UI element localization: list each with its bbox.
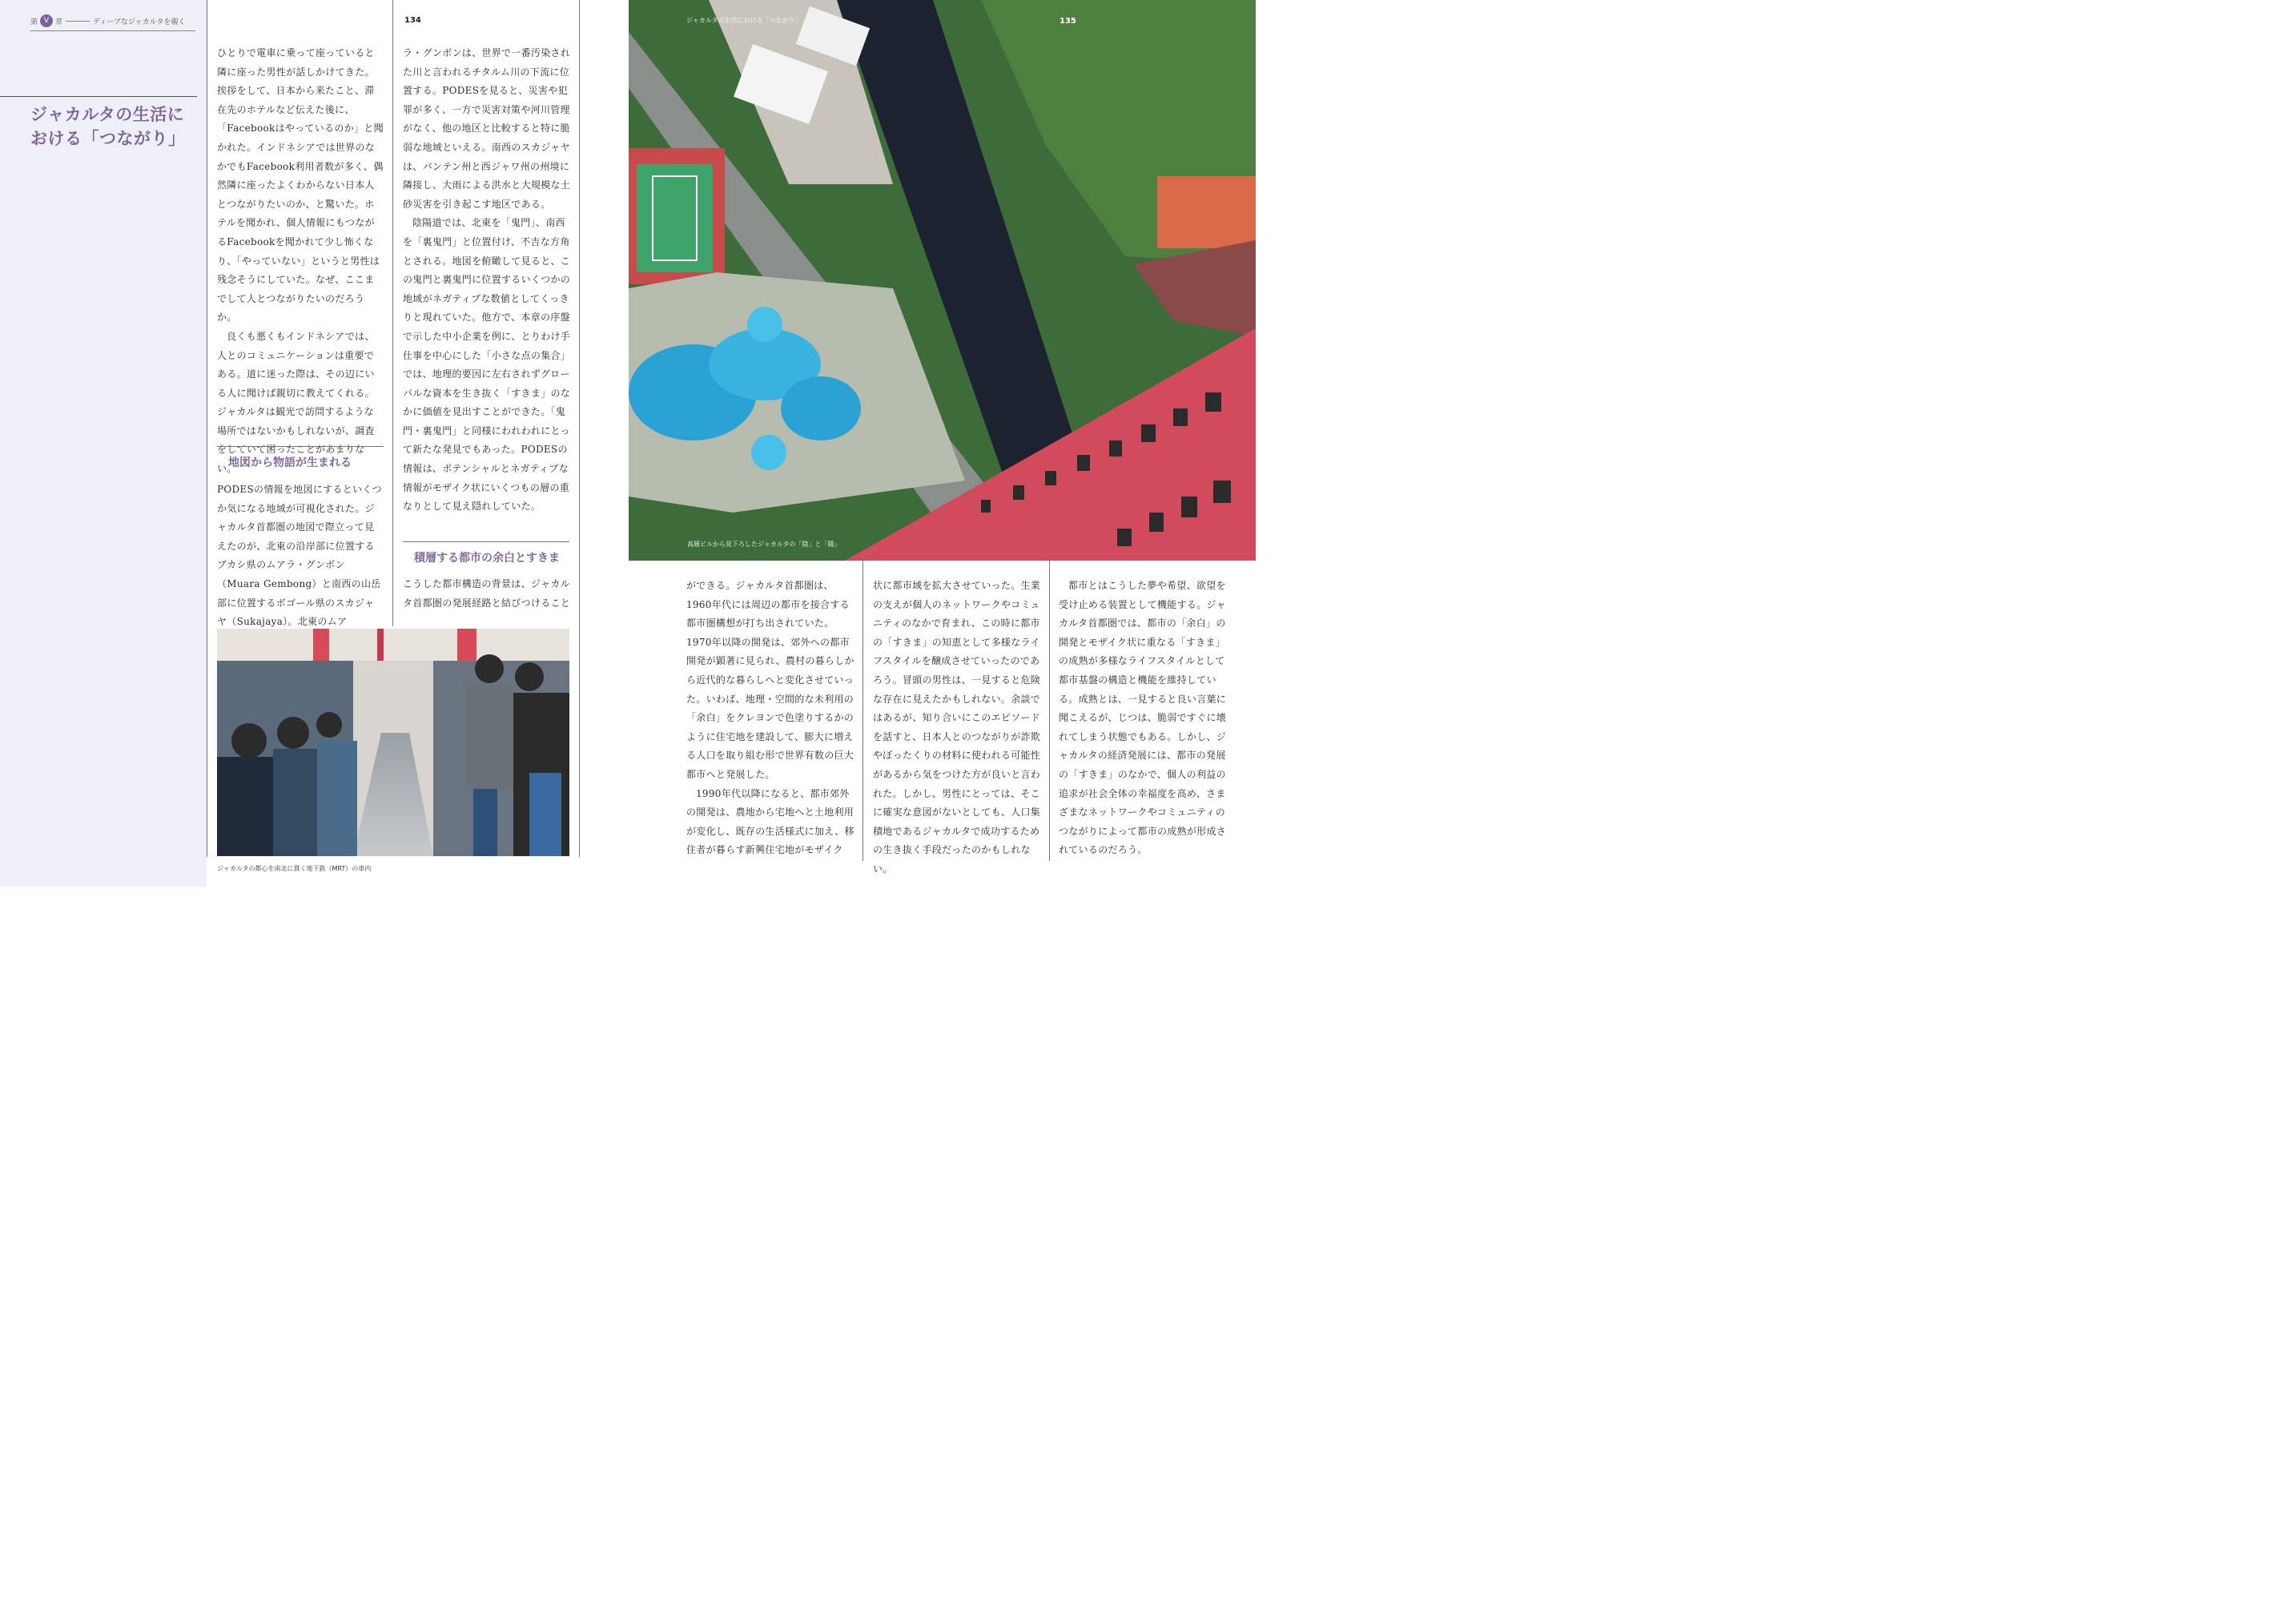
running-title: ジャカルタの生活における「つながり」 <box>686 17 802 24</box>
subhead-rule <box>403 541 569 542</box>
text-column-2 <box>403 44 571 517</box>
page-number-left: 134 <box>404 16 421 25</box>
paragraph: 1990年代以降になると、都市郊外の開発は、農地から宅地へと土地利用が変化し、既存の生活様式に加え、移住者が暮らす新興住宅地がモザイク <box>686 787 854 856</box>
paragraph: 都市とはこうした夢や希望、欲望を受け止める装置として機能する。ジャカルタ首都圏では、都市の「余白」の開発とモザイク状に重なる「すきま」の成熟が多様なライフスタイルとして都市基盤の構造と機能を維持している。成熟とは、一見すると良い言葉に聞こえるが、じつは、脆弱ですぐに壊れてしまう状態でもある。しかし、ジャカルタの経済発展には、都市の発展の「すきま」のなかで、個人の利益の追求が社会全体の幸福度を高め、さまざまなネットワークやコミュニティのつながりによって都市の成熟が形成されているのだろう。 <box>1059 580 1227 856</box>
metro-caption: ジャカルタの都心を南北に貫く地下鉄（MRT）の車内 <box>217 865 372 872</box>
subhead-rule <box>217 446 384 447</box>
paragraph: ができる。ジャカルタ首都圏は、1960年代には周辺の都市を接合する都市圏構想が打ち出されていた。1970年以降の開発は、郊外への都市開発が顕著に見られ、農村の暮らしから近代的な暮らしへと変化させていった。いわば、地理・空間的な未利用の「余白」をクレヨンで色塗りするかのように住宅地を建設して、膨大に増える人口を取り組む形で世界有数の巨大都市へと発展した。 <box>686 580 854 780</box>
text-column-4 <box>873 577 1041 879</box>
page-number-right: 135 <box>1060 17 1076 26</box>
paragraph: 状に都市域を拡大させていった。生業の支えが個人のネットワークやコミュニティのなかで育まれ、この時に都市の「すきま」の知恵として多様なライフスタイルを醸成させていったのであろう。冒頭の男性は、一見すると危険な存在に見えたかもしれない。余談ではあるが、知り合いにこのエピソードを話すと、日本人とのつながりが詐欺やぼったくりの材料に使われる可能性があるから気をつけた方が良いと言われた。しかし、男性にとっては、そこに確実な意図がないとしても、人口集積地であるジャカルタで成功するための生き抜く手段だったのかもしれない。 <box>873 580 1041 875</box>
section-title-line2: おける「つながり」 <box>30 129 186 148</box>
paragraph: こうした都市構造の背景は、ジャカルタ首都圏の発展経路と結びつけること <box>403 578 571 609</box>
chapter-rule <box>66 21 90 22</box>
metro-train-illustration <box>217 629 569 856</box>
metro-photo <box>217 629 569 856</box>
aerial-caption: 高層ビルから見下ろしたジャカルタの「陰」と「陽」 <box>687 541 841 548</box>
aerial-photo <box>629 0 1256 561</box>
chapter-title: ディープなジャカルタを覗く <box>93 18 186 26</box>
text-column-2b <box>403 575 571 613</box>
text-column-1 <box>217 44 384 479</box>
chapter-label <box>30 14 185 27</box>
chapter-number-badge: V <box>40 14 53 27</box>
paragraph: ラ・グンボンは、世界で一番汚染された川と言われるチタルム川の下流に位置する。PODESを見ると、災害や犯罪が多く、一方で災害対策や河川管理がなく、他の地区と比較すると特に脆弱な地域といえる。南西のスカジャヤは、バンテン州と西ジャワ州の州境に隣接し、大雨による洪水と大規模な土砂災害を引き起こす地区である。 <box>403 47 571 210</box>
paragraph: ひとりで電車に乗って座っていると隣に座った男性が話しかけてきた。挨拶をして、日本から来たこと、滞在先のホテルなど伝えた後に、「Facebookはやっているのか」と聞かれた。インドネシアでは世界のなかでもFacebook利用者数が多く、偶然隣に座ったよくわからない日本人とつながりたいのか、と驚いた。ホテルを聞かれ、個人情報にもつながるFacebookを聞かれて少し怖くなり、「やっていない」というと男性は残念そうにしていた。なぜ、ここまでして人とつながりたいのだろうか。 <box>217 47 384 324</box>
chapter-suffix: 章 <box>55 18 63 26</box>
header-rule <box>30 30 195 31</box>
paragraph: 陰陽道では、北東を「鬼門」、南西を「裏鬼門」と位置付け、不吉な方角とされる。地図を俯瞰して見ると、この鬼門と裏鬼門に位置するいくつかの地域がネガティブな数値としてくっきりと現れていた。他方で、本章の序盤で示した中小企業を例に、とりわけ手仕事を中心にした「小さな点の集合」では、地理的要因に左右されずグローバルな資本を生き抜く「すきま」のなかに価値を見出すことができた。「鬼門・裏鬼門」と同様にわれわれにとって新たな発見でもあった。PODESの情報は、ポテンシャルとネガティブな情報がモザイク状にいくつもの層の重なりとして見え隠れしていた。 <box>403 217 571 513</box>
text-column-1b <box>217 481 384 632</box>
chapter-prefix: 第 <box>30 18 38 26</box>
text-column-3 <box>686 577 854 860</box>
subheading: 積層する都市の余白とすきま <box>414 552 560 565</box>
section-title-line1: ジャカルタの生活に <box>30 105 185 124</box>
paragraph: PODESの情報を地図にするといくつか気になる地域が可視化された。ジャカルタ首都圏の地図で際立って見えたのが、北東の沿岸部に位置するブカシ県のムアラ・グンボン（Muara Gembong）と南西の山岳部に位置するボゴール県のスカジャヤ（Sukajaya）。北東のムア <box>217 484 382 628</box>
section-title <box>30 103 199 151</box>
paragraph: 良くも悪くもインドネシアでは、人とのコミュニケーションは重要である。道に迷った際は、その辺にいる人に聞けば親切に教えてくれる。ジャカルタは観光で訪問するような場所ではないかもしれないが、調査をしていて困ったことがあまりない。 <box>217 330 375 475</box>
column-divider <box>392 0 393 626</box>
text-column-5 <box>1059 577 1228 860</box>
section-rule <box>0 96 197 97</box>
column-divider <box>1049 561 1050 861</box>
column-divider <box>579 0 580 857</box>
subheading: 地図から物語が生まれる <box>228 457 352 469</box>
aerial-city-illustration <box>629 0 1256 561</box>
